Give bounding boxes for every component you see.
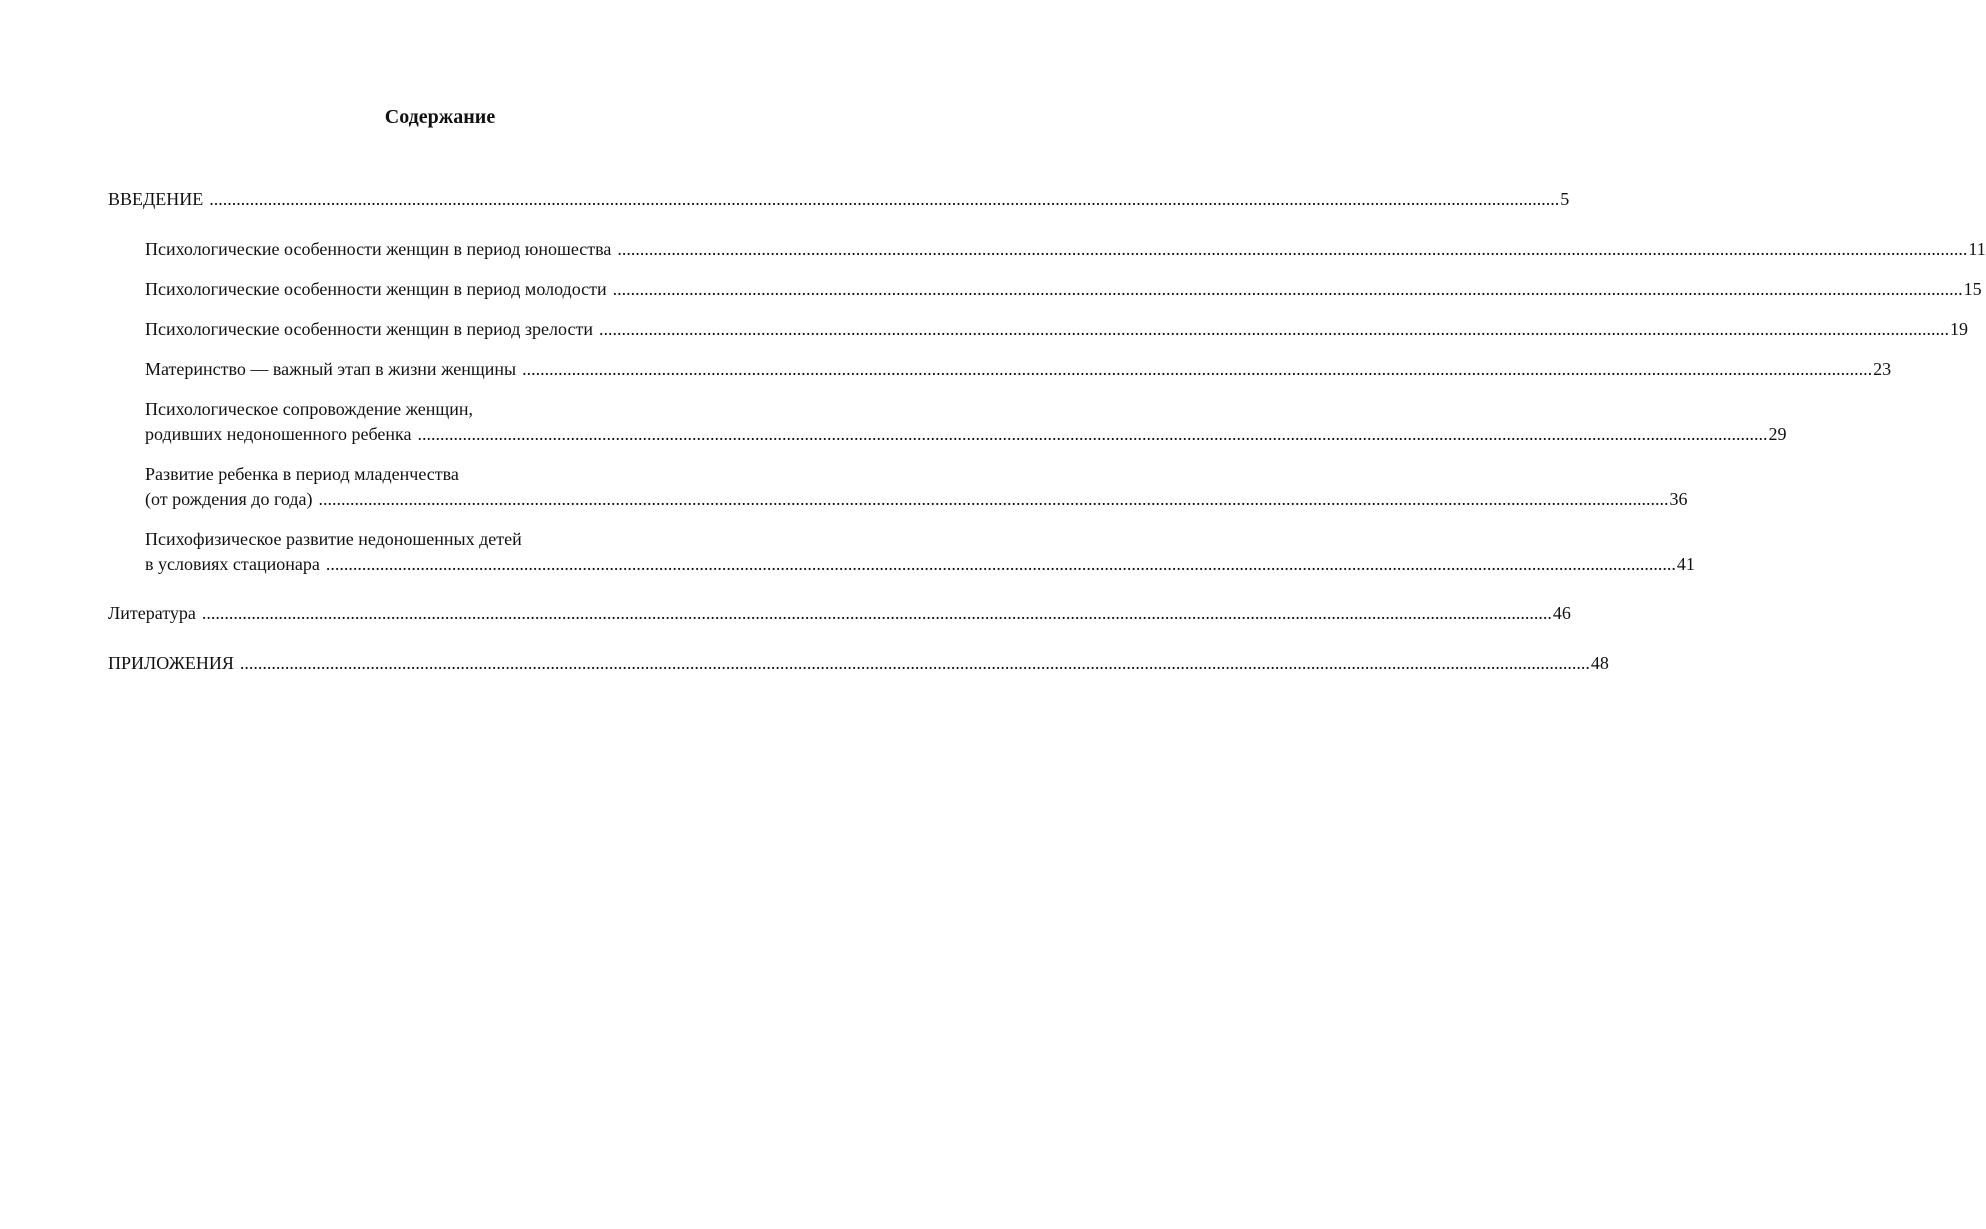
toc-entry-maturity[interactable] bbox=[145, 318, 1968, 340]
toc-page-number: 48 bbox=[1590, 653, 1609, 673]
toc-page-number: 46 bbox=[1552, 603, 1571, 623]
toc-entry-title-line1: Психофизическое развитие недоношенных детей bbox=[145, 529, 522, 549]
toc-leader-dots: ............................................................................................................................................................................................................................................................................................................ bbox=[598, 319, 1949, 339]
toc-entry-title-line2: в условиях стационара bbox=[145, 554, 320, 574]
toc-entry-title: Материнство — важный этап в жизни женщины bbox=[145, 359, 517, 379]
toc-entry-title: Психологические особенности женщин в период юношества bbox=[145, 239, 612, 259]
toc-entry-title: ВВЕДЕНИЕ bbox=[108, 189, 204, 209]
toc-entry-title-line1: Развитие ребенка в период младенчества bbox=[145, 464, 459, 484]
toc-entry-title: Литература bbox=[108, 603, 196, 623]
toc-entry-title-line2: родивших недоношенного ребенка bbox=[145, 424, 412, 444]
toc-leader-dots: ............................................................................................................................................................................................................................................................................................................ bbox=[325, 554, 1676, 574]
toc-entry-appendices[interactable] bbox=[108, 652, 1609, 674]
toc-leader-dots: ............................................................................................................................................................................................................................................................................................................ bbox=[201, 603, 1552, 623]
toc-page-number: 5 bbox=[1560, 189, 1570, 209]
toc-entry-title: Психологические особенности женщин в период молодости bbox=[145, 279, 607, 299]
toc-entry-title-line1: Психологическое сопровождение женщин, bbox=[145, 399, 474, 419]
toc-entry-premature-development[interactable] bbox=[145, 528, 1695, 575]
toc-entry-youth[interactable] bbox=[145, 238, 1986, 260]
toc-leader-dots: ............................................................................................................................................................................................................................................................................................................ bbox=[617, 239, 1968, 259]
toc-entry-motherhood[interactable] bbox=[145, 358, 1892, 380]
toc-leader-dots: ............................................................................................................................................................................................................................................................................................................ bbox=[209, 189, 1560, 209]
toc-leader-dots: ............................................................................................................................................................................................................................................................................................................ bbox=[612, 279, 1963, 299]
toc-entry-introduction[interactable] bbox=[108, 188, 1570, 210]
toc-title: Содержание bbox=[384, 106, 496, 128]
toc-leader-dots: ............................................................................................................................................................................................................................................................................................................ bbox=[239, 653, 1590, 673]
toc-page-number: 41 bbox=[1676, 554, 1695, 574]
toc-page-number: 23 bbox=[1873, 359, 1892, 379]
toc-leader-dots: ............................................................................................................................................................................................................................................................................................................ bbox=[417, 424, 1768, 444]
toc-page-number: 11 bbox=[1968, 239, 1986, 259]
toc-entry-literature[interactable] bbox=[108, 602, 1571, 624]
toc-leader-dots: ............................................................................................................................................................................................................................................................................................................ bbox=[522, 359, 1873, 379]
toc-entry-title-line2: (от рождения до года) bbox=[145, 489, 313, 509]
toc-page-number: 19 bbox=[1949, 319, 1968, 339]
toc-entry-title: Психологические особенности женщин в период зрелости bbox=[145, 319, 593, 339]
toc-page-number: 36 bbox=[1669, 489, 1688, 509]
toc-entry-psych-support[interactable] bbox=[145, 398, 1787, 445]
toc-page-number: 15 bbox=[1963, 279, 1982, 299]
toc-entry-young-adulthood[interactable] bbox=[145, 278, 1982, 300]
toc-page-number: 29 bbox=[1768, 424, 1787, 444]
toc-entry-infancy[interactable] bbox=[145, 463, 1688, 510]
toc-leader-dots: ............................................................................................................................................................................................................................................................................................................ bbox=[318, 489, 1669, 509]
toc-entry-title: ПРИЛОЖЕНИЯ bbox=[108, 653, 234, 673]
